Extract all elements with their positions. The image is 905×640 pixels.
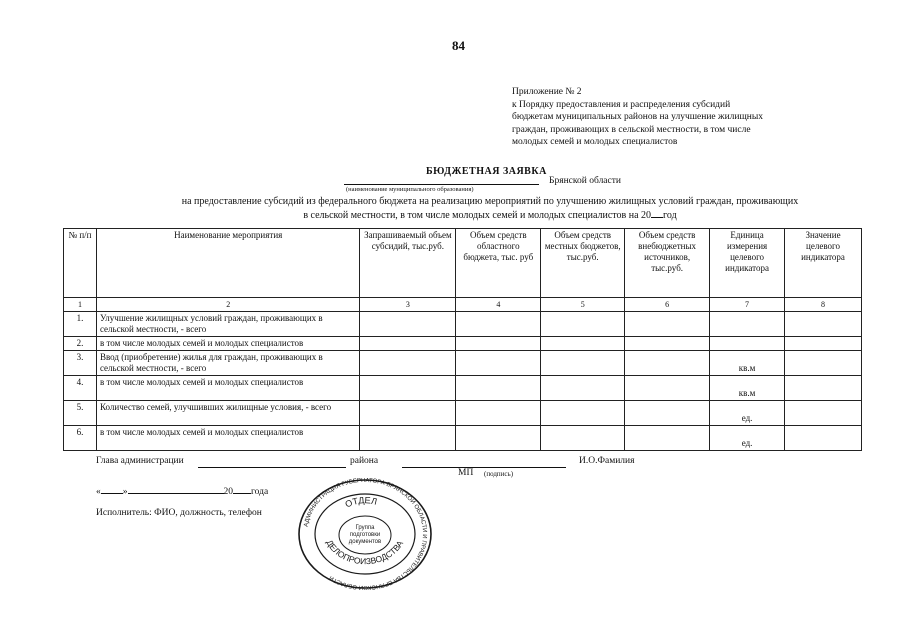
row-unit: ед. <box>710 401 785 426</box>
annex-title: Приложение № 2 <box>512 87 582 97</box>
year-prefix: 20 <box>641 210 652 221</box>
cell[interactable] <box>785 337 862 351</box>
annex-line: бюджетам муниципальных районов на улучшение жилищных <box>512 112 764 122</box>
rayon-label: района <box>350 456 379 466</box>
stamp-center-line: Группа <box>355 525 375 531</box>
cell[interactable] <box>360 312 456 337</box>
cell[interactable] <box>360 376 456 401</box>
row-name: Ввод (приобретение) жилья для граждан, проживающих в сельской местности, - всего <box>96 351 359 376</box>
year-word: год <box>663 210 677 221</box>
stamp-center-line: документов <box>348 539 382 545</box>
annex-line: молодых семей и молодых специалистов <box>512 137 678 147</box>
quote-open: « <box>96 487 101 497</box>
purpose-line-2 <box>150 208 830 222</box>
annex-line: к Порядку предоставления и распределения субсидий <box>512 99 731 110</box>
cell[interactable] <box>541 401 625 426</box>
municipality-line <box>344 184 539 185</box>
cell[interactable] <box>456 351 541 376</box>
year-prefix: 20 <box>223 487 233 497</box>
column-number: 6 <box>625 298 710 312</box>
stamp-center-line: подготовки <box>349 532 381 538</box>
region-label: Брянской области <box>549 176 621 186</box>
cell[interactable] <box>625 337 710 351</box>
table-row <box>64 337 862 351</box>
cell[interactable] <box>360 351 456 376</box>
cell[interactable] <box>541 312 625 337</box>
cell[interactable] <box>541 376 625 401</box>
column-number-row <box>64 298 862 312</box>
cell[interactable] <box>541 337 625 351</box>
header-cell: Объем средств областного бюджета, тыс. руб <box>456 229 541 298</box>
cell[interactable] <box>785 426 862 451</box>
month-blank <box>128 484 224 494</box>
day-blank <box>101 484 123 494</box>
cell[interactable] <box>360 426 456 451</box>
budget-table <box>63 228 862 451</box>
row-unit: ед. <box>710 426 785 451</box>
stamp-seal-icon <box>296 478 434 590</box>
row-name: в том числе молодых семей и молодых специалистов <box>96 376 359 401</box>
year-blank <box>233 484 251 494</box>
header-cell: Объем средств внебюджетных источников, тыс.руб. <box>625 229 710 298</box>
column-number: 7 <box>710 298 785 312</box>
page-number: 84 <box>452 38 465 53</box>
header-cell: Объем средств местных бюджетов, тыс.руб. <box>541 229 625 298</box>
header-cell: Значение целевого индикатора <box>785 229 862 298</box>
cell[interactable] <box>456 376 541 401</box>
stamp-outer-text: АДМИНИСТРАЦИЯ ГУБЕРНАТОРА БРЯНСКОЙ ОБЛАСТИ И ПРАВИТЕЛЬСТВА БРЯНСКОЙ ОБЛАСТИ <box>303 478 428 590</box>
year-blank <box>651 208 663 218</box>
cell[interactable] <box>625 376 710 401</box>
cell[interactable] <box>785 376 862 401</box>
quote-close: » <box>122 487 128 497</box>
cell[interactable] <box>625 401 710 426</box>
table-row <box>64 351 862 376</box>
signature-caption: (подпись) <box>484 470 514 478</box>
row-name: Количество семей, улучшивших жилищные условия, - всего <box>96 401 359 426</box>
row-name: в том числе молодых семей и молодых специалистов <box>96 337 359 351</box>
table-row <box>64 376 862 401</box>
table-header-row <box>64 229 862 298</box>
annex-block <box>512 86 832 149</box>
head-admin-label: Глава администрации <box>96 456 184 466</box>
cell[interactable] <box>625 351 710 376</box>
header-cell: № п/п <box>64 229 97 298</box>
mp-label: МП <box>458 468 474 478</box>
table-row <box>64 312 862 337</box>
table-row <box>64 426 862 451</box>
date-line <box>96 484 268 497</box>
row-number: 6. <box>64 426 97 451</box>
column-number: 2 <box>96 298 359 312</box>
stamp-top-text: ОТДЕЛ <box>343 495 378 510</box>
municipality-caption: (наименование муниципального образования) <box>346 186 474 193</box>
cell[interactable] <box>785 312 862 337</box>
row-unit: кв.м <box>710 351 785 376</box>
column-number: 4 <box>456 298 541 312</box>
header-cell: Запрашиваемый объем субсидий, тыс.руб. <box>360 229 456 298</box>
row-number: 4. <box>64 376 97 401</box>
cell[interactable] <box>456 312 541 337</box>
row-number: 5. <box>64 401 97 426</box>
cell[interactable] <box>625 426 710 451</box>
cell[interactable] <box>625 312 710 337</box>
table-row <box>64 401 862 426</box>
row-unit <box>710 337 785 351</box>
cell[interactable] <box>360 337 456 351</box>
header-cell: Единица измерения целевого индикатора <box>710 229 785 298</box>
cell[interactable] <box>456 426 541 451</box>
purpose-line-2-text: в сельской местности, в том числе молодых семей и молодых специалистов на <box>303 210 639 221</box>
head-admin-line <box>198 467 346 468</box>
row-unit: кв.м <box>710 376 785 401</box>
header-cell: Наименование мероприятия <box>96 229 359 298</box>
row-name: Улучшение жилищных условий граждан, проживающих в сельской местности, - всего <box>96 312 359 337</box>
column-number: 5 <box>541 298 625 312</box>
row-unit <box>710 312 785 337</box>
cell[interactable] <box>541 351 625 376</box>
row-name: в том числе молодых семей и молодых специалистов <box>96 426 359 451</box>
cell[interactable] <box>541 426 625 451</box>
purpose-line-1: на предоставление субсидий из федерального бюджета на реализацию мероприятий по улучшению жилищных условий граждан, проживающих <box>181 196 799 207</box>
document-title: БЮДЖЕТНАЯ ЗАЯВКА <box>426 166 547 177</box>
cell[interactable] <box>785 401 862 426</box>
column-number: 3 <box>360 298 456 312</box>
column-number: 1 <box>64 298 97 312</box>
column-number: 8 <box>785 298 862 312</box>
purpose-text <box>150 196 830 222</box>
cell[interactable] <box>360 401 456 426</box>
row-number: 3. <box>64 351 97 376</box>
cell[interactable] <box>456 401 541 426</box>
cell[interactable] <box>456 337 541 351</box>
row-number: 2. <box>64 337 97 351</box>
signature-line <box>402 467 566 468</box>
stamp-middle-text: ДЕЛОПРОИЗВОДСТВА <box>324 537 406 567</box>
row-number: 1. <box>64 312 97 337</box>
year-suffix: года <box>251 487 269 497</box>
executor-label: Исполнитель: ФИО, должность, телефон <box>96 508 262 518</box>
cell[interactable] <box>785 351 862 376</box>
fio-label: И.О.Фамилия <box>579 456 635 466</box>
annex-line: граждан, проживающих в сельской местности, в том числе <box>512 124 751 135</box>
